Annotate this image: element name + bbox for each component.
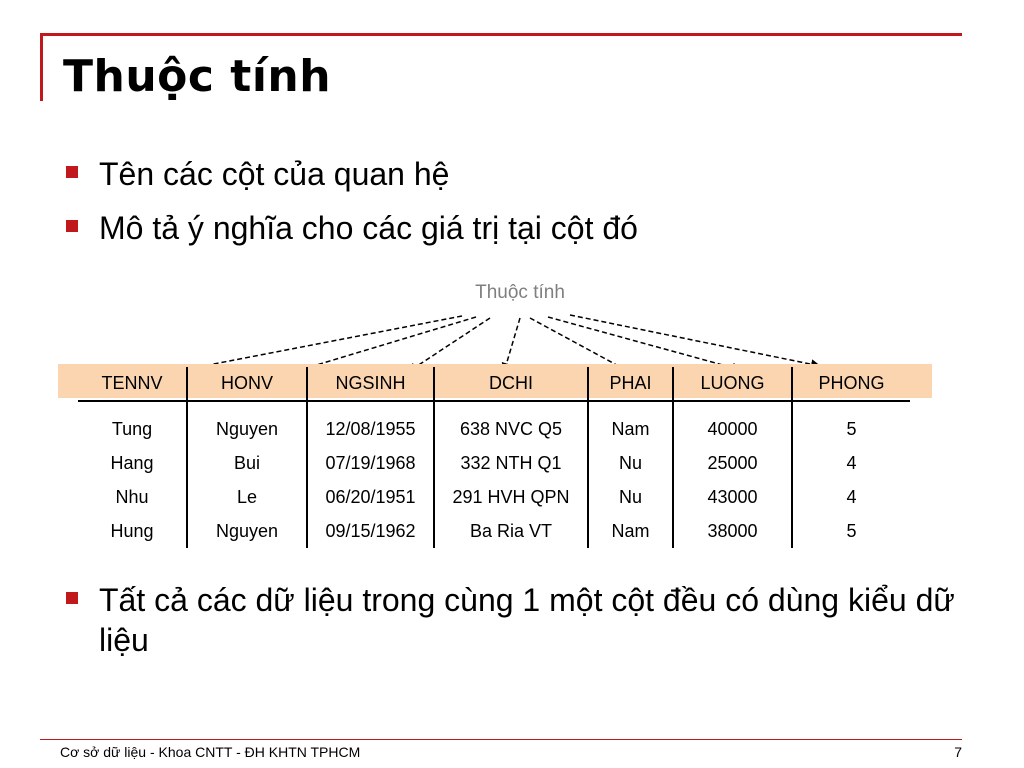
table-cell: Hang: [110, 452, 154, 473]
table-row: [78, 401, 910, 446]
table-cell: Nguyen: [187, 514, 307, 548]
footer-divider: [40, 739, 962, 740]
page-number: 7: [954, 744, 962, 760]
table-cell: Nguyen: [187, 401, 307, 446]
table-cell: 4: [792, 480, 910, 514]
bullet-text: Mô tả ý nghĩa cho các giá trị tại cột đó: [99, 210, 638, 246]
column-header: DCHI: [434, 367, 588, 401]
bullet-item: [66, 580, 966, 660]
column-header: NGSINH: [307, 367, 434, 401]
table-cell: Nu: [588, 480, 673, 514]
table-cell: 5: [792, 401, 910, 446]
table-cell: 38000: [673, 514, 792, 548]
table-cell: Bui: [187, 446, 307, 480]
bullet-text: Tất cả các dữ liệu trong cùng 1 một cột đều có dùng kiểu dữ liệu: [99, 582, 955, 658]
table-cell: Hung: [110, 520, 154, 541]
table-cell: 07/19/1968: [307, 446, 434, 480]
table-cell: Nam: [588, 401, 673, 446]
table-cell: 25000: [673, 446, 792, 480]
table-cell: 4: [792, 446, 910, 480]
table-cell: 43000: [673, 480, 792, 514]
table-row: [78, 480, 910, 514]
arrow-to-phong: [570, 315, 820, 366]
table-cell: 638 NVC Q5: [434, 401, 588, 446]
table-cell: Le: [187, 480, 307, 514]
column-header: PHONG: [792, 367, 910, 401]
table-cell: 12/08/1955: [307, 401, 434, 446]
table-cell: 09/15/1962: [307, 514, 434, 548]
table-cell: Ba Ria VT: [434, 514, 588, 548]
table-cell: 06/20/1951: [307, 480, 434, 514]
table-cell: 40000: [673, 401, 792, 446]
table-cell: Nu: [588, 446, 673, 480]
table-header-row: [78, 367, 910, 401]
table-cell: Nam: [588, 514, 673, 548]
column-header: LUONG: [673, 367, 792, 401]
table-cell: 332 NTH Q1: [434, 446, 588, 480]
table-cell: 291 HVH QPN: [434, 480, 588, 514]
table-cell: Tung: [111, 418, 153, 439]
diagram-label: Thuộc tính: [475, 282, 565, 303]
table-cell: Nhu: [115, 486, 149, 507]
square-bullet-icon: [66, 592, 78, 604]
table-row: [78, 446, 910, 480]
slide-title: Thuộc tính: [63, 51, 332, 102]
column-header: PHAI: [588, 367, 673, 401]
relation-table: [78, 367, 910, 548]
footer-text: Cơ sở dữ liệu - Khoa CNTT - ĐH KHTN TPHCM: [60, 744, 361, 760]
table-row: [78, 514, 910, 548]
column-header: HONV: [187, 367, 307, 401]
column-header: TENNV: [78, 367, 187, 401]
table-cell: 5: [792, 514, 910, 548]
bullet-text: Tên các cột của quan hệ: [99, 156, 450, 192]
